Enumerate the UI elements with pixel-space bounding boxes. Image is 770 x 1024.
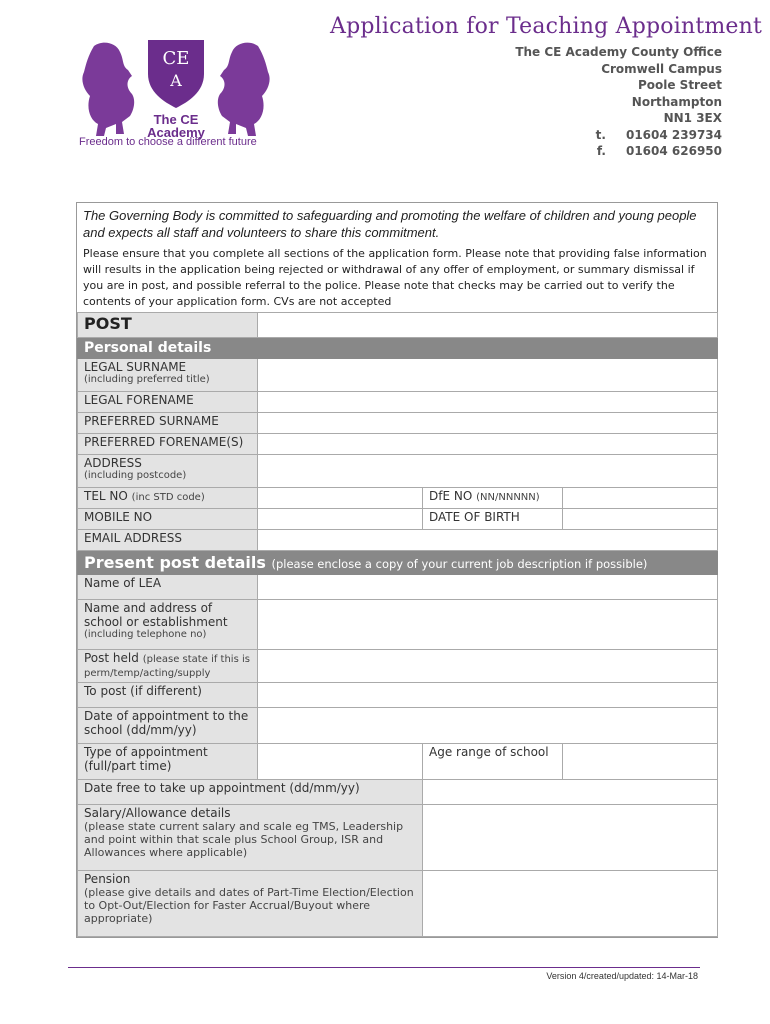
instructions-text: Please ensure that you complete all sections of the application form. Please note that providing false information will results in the application being rejected or withdrawal of any offer of employment, or summary dismissal if you are in post, and possible referral to the police. Please note that checks may be carried out to verify the contents of your application form. CVs are not accepted <box>83 247 707 308</box>
post-held-text: Post held <box>84 651 139 665</box>
date-of-birth-input[interactable] <box>563 509 718 530</box>
address-text: ADDRESS <box>84 456 142 470</box>
age-range-input[interactable] <box>563 744 718 780</box>
dfe-no-note: (NN/NNNNN) <box>476 492 540 503</box>
fax-row <box>515 143 722 160</box>
present-post-heading-text: Present post details <box>84 553 266 572</box>
fax-label: f. <box>596 144 606 158</box>
application-form <box>76 202 718 938</box>
mobile-no-label: MOBILE NO <box>78 509 258 530</box>
email-address-input[interactable] <box>258 530 718 551</box>
date-appointment-input[interactable] <box>258 708 718 744</box>
preferred-forename-label: PREFERRED FORENAME(S) <box>78 434 258 455</box>
form-table <box>77 312 718 937</box>
school-text: Name and address of school or establishment <box>84 601 228 629</box>
dfe-no-text: DfE NO <box>429 489 473 503</box>
school-note: (including telephone no) <box>84 629 207 640</box>
lea-input[interactable] <box>258 575 718 600</box>
age-range-label: Age range of school <box>423 744 563 780</box>
version-footer: Version 4/created/updated: 14-Mar-18 <box>546 971 698 981</box>
present-post-heading <box>78 551 718 575</box>
date-free-label: Date free to take up appointment (dd/mm/yy) <box>78 780 423 805</box>
date-of-birth-label: DATE OF BIRTH <box>423 509 563 530</box>
date-appointment-label: Date of appointment to the school (dd/mm/yy) <box>78 708 258 744</box>
tel-no-note: (inc STD code) <box>131 492 205 503</box>
right-lion-icon <box>218 43 270 136</box>
present-post-heading-note: (please enclose a copy of your current job description if possible) <box>271 557 648 571</box>
preferred-forename-input[interactable] <box>258 434 718 455</box>
post-held-note: (please state if this is perm/temp/acting/supply <box>84 654 250 679</box>
dfe-no-input[interactable] <box>563 488 718 509</box>
office-address <box>515 44 722 160</box>
address-input[interactable] <box>258 455 718 488</box>
post-held-label <box>78 650 258 683</box>
pension-note: (please give details and dates of Part-Time Election/Election to Opt-Out/Election for Faster Accrual/Buyout where appropriate) <box>84 886 414 925</box>
crest-letters-top: CE <box>162 48 190 69</box>
logo-tagline: Freedom to choose a different future <box>79 136 257 148</box>
to-post-label: To post (if different) <box>78 683 258 708</box>
pension-text: Pension <box>84 872 131 886</box>
post-input[interactable] <box>258 313 718 338</box>
page-title: Application for Teaching Appointment <box>330 14 763 39</box>
pension-input[interactable] <box>423 871 718 937</box>
type-appointment-label: Type of appointment (full/part time) <box>78 744 258 780</box>
salary-input[interactable] <box>423 805 718 871</box>
salary-note: (please state current salary and scale eg TMS, Leadership and point within that scale plus School Group, ISR and Allowances where applicable) <box>84 820 404 859</box>
date-free-input[interactable] <box>423 780 718 805</box>
salary-text: Salary/Allowance details <box>84 806 231 820</box>
salary-label <box>78 805 423 871</box>
address-line: Cromwell Campus <box>601 61 722 76</box>
intro-section <box>77 203 717 312</box>
legal-surname-text: LEGAL SURNAME <box>84 360 187 374</box>
left-lion-icon <box>82 43 134 136</box>
post-label: POST <box>78 313 258 338</box>
school-input[interactable] <box>258 600 718 650</box>
personal-details-heading: Personal details <box>78 338 718 359</box>
preferred-surname-input[interactable] <box>258 413 718 434</box>
fax-number: 01604 626950 <box>625 144 722 158</box>
telephone-row <box>515 127 722 144</box>
mobile-no-input[interactable] <box>258 509 423 530</box>
type-appointment-input[interactable] <box>258 744 423 780</box>
address-note: (including postcode) <box>84 470 187 481</box>
legal-forename-label: LEGAL FORENAME <box>78 392 258 413</box>
pension-label <box>78 871 423 937</box>
logo-name-line2: Academy <box>147 125 205 140</box>
tel-no-input[interactable] <box>258 488 423 509</box>
tel-no-text: TEL NO <box>84 489 128 503</box>
legal-surname-label <box>78 359 258 392</box>
safeguarding-statement: The Governing Body is committed to safeguarding and promoting the welfare of children and young people and expects all staff and volunteers to share this commitment. <box>83 208 697 240</box>
email-address-label: EMAIL ADDRESS <box>78 530 258 551</box>
legal-surname-note: (including preferred title) <box>84 374 210 385</box>
address-line: Poole Street <box>637 78 722 92</box>
crest-letters-bottom: A <box>170 71 182 90</box>
to-post-input[interactable] <box>258 683 718 708</box>
address-line: The CE Academy County Office <box>515 45 722 59</box>
tel-label: t. <box>595 127 606 142</box>
address-line: NN1 3EX <box>663 111 722 125</box>
post-held-input[interactable] <box>258 650 718 683</box>
school-label <box>78 600 258 650</box>
address-line: Northampton <box>631 94 722 109</box>
address-label <box>78 455 258 488</box>
footer-divider <box>68 967 700 968</box>
logo-name-line1: The CE <box>153 112 199 127</box>
tel-number: 01604 239734 <box>625 127 722 142</box>
dfe-no-label <box>423 488 563 509</box>
tel-no-label <box>78 488 258 509</box>
preferred-surname-label: PREFERRED SURNAME <box>78 413 258 434</box>
legal-surname-input[interactable] <box>258 359 718 392</box>
legal-forename-input[interactable] <box>258 392 718 413</box>
lea-label: Name of LEA <box>78 575 258 600</box>
